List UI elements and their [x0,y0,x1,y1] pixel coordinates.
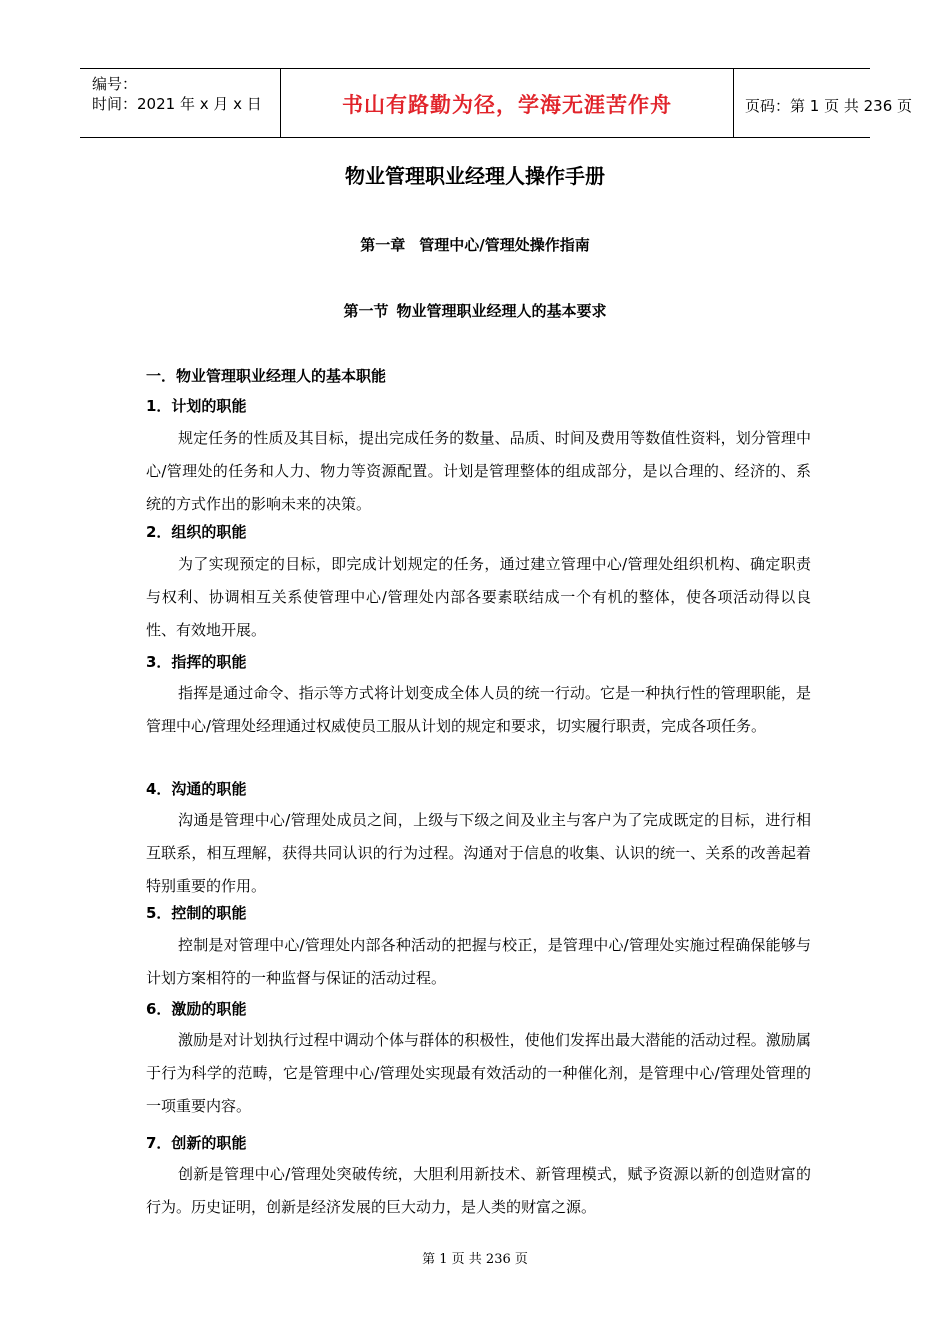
section-number: 第一节 [343,302,389,320]
document-code-label: 编号： [92,75,138,93]
item-heading-innovate: 7．创新的职能 [146,1134,247,1152]
header-info-cell [80,69,280,137]
chapter-number: 第一章 [360,236,406,254]
item-heading-command: 3．指挥的职能 [146,653,247,671]
header-page-info: 页码：第 1 页 共 236 页 [745,97,913,115]
item-heading-control: 5．控制的职能 [146,904,247,922]
page-footer: 第 1 页 共 236 页 [422,1252,528,1267]
chapter-title: 管理中心/管理处操作指南 [419,236,590,254]
document-date-label: 时间：2021 年 x 月 x 日 [92,95,262,113]
item-text-communicate: 沟通是管理中心/管理处成员之间，上级与下级之间及业主与客户为了完成既定的目标，进行相互联系，相互理解，获得共同认识的行为过程。沟通对于信息的收集、认识的统一、关系的改善起着特别重要的作用。 [146,811,811,895]
document-title: 物业管理职业经理人操作手册 [345,164,605,188]
item-heading-plan: 1．计划的职能 [146,397,247,415]
header-motto-cell [280,69,734,137]
item-heading-motivate: 6．激励的职能 [146,1000,247,1018]
item-heading-communicate: 4．沟通的职能 [146,780,247,798]
chapter-heading [0,234,950,255]
section-heading [0,300,950,321]
item-text-plan: 规定任务的性质及其目标，提出完成任务的数量、品质、时间及费用等数值性资料，划分管理中心/管理处的任务和人力、物力等资源配置。计划是管理整体的组成部分，是以合理的、经济的、系统的方式作出的影响未来的决策。 [146,429,811,513]
section-title: 物业管理职业经理人的基本要求 [396,302,607,320]
item-text-command: 指挥是通过命令、指示等方式将计划变成全体人员的统一行动。它是一种执行性的管理职能，是管理中心/管理处经理通过权威使员工服从计划的规定和要求，切实履行职责，完成各项任务。 [146,684,811,735]
part-heading: 一．物业管理职业经理人的基本职能 [146,367,387,385]
item-text-motivate: 激励是对计划执行过程中调动个体与群体的积极性，使他们发挥出最大潜能的活动过程。激励属于行为科学的范畴，它是管理中心/管理处实现最有效活动的一种催化剂，是管理中心/管理处管理的一项重要内容。 [146,1031,811,1115]
item-text-innovate: 创新是管理中心/管理处突破传统，大胆利用新技术、新管理模式，赋予资源以新的创造财富的行为。历史证明，创新是经济发展的巨大动力，是人类的财富之源。 [146,1165,811,1216]
header-motto: 书山有路勤为径，学海无涯苦作舟 [342,93,672,117]
item-text-organize: 为了实现预定的目标，即完成计划规定的任务，通过建立管理中心/管理处组织机构、确定职责与权利、协调相互关系使管理中心/管理处内部各要素联结成一个有机的整体，使各项活动得以良性、有效地开展。 [146,555,811,639]
item-heading-organize: 2．组织的职能 [146,523,247,541]
item-text-control: 控制是对管理中心/管理处内部各种活动的把握与校正，是管理中心/管理处实施过程确保能够与计划方案相符的一种监督与保证的活动过程。 [146,936,811,987]
header-page-cell [733,69,913,137]
page-header [80,68,913,138]
